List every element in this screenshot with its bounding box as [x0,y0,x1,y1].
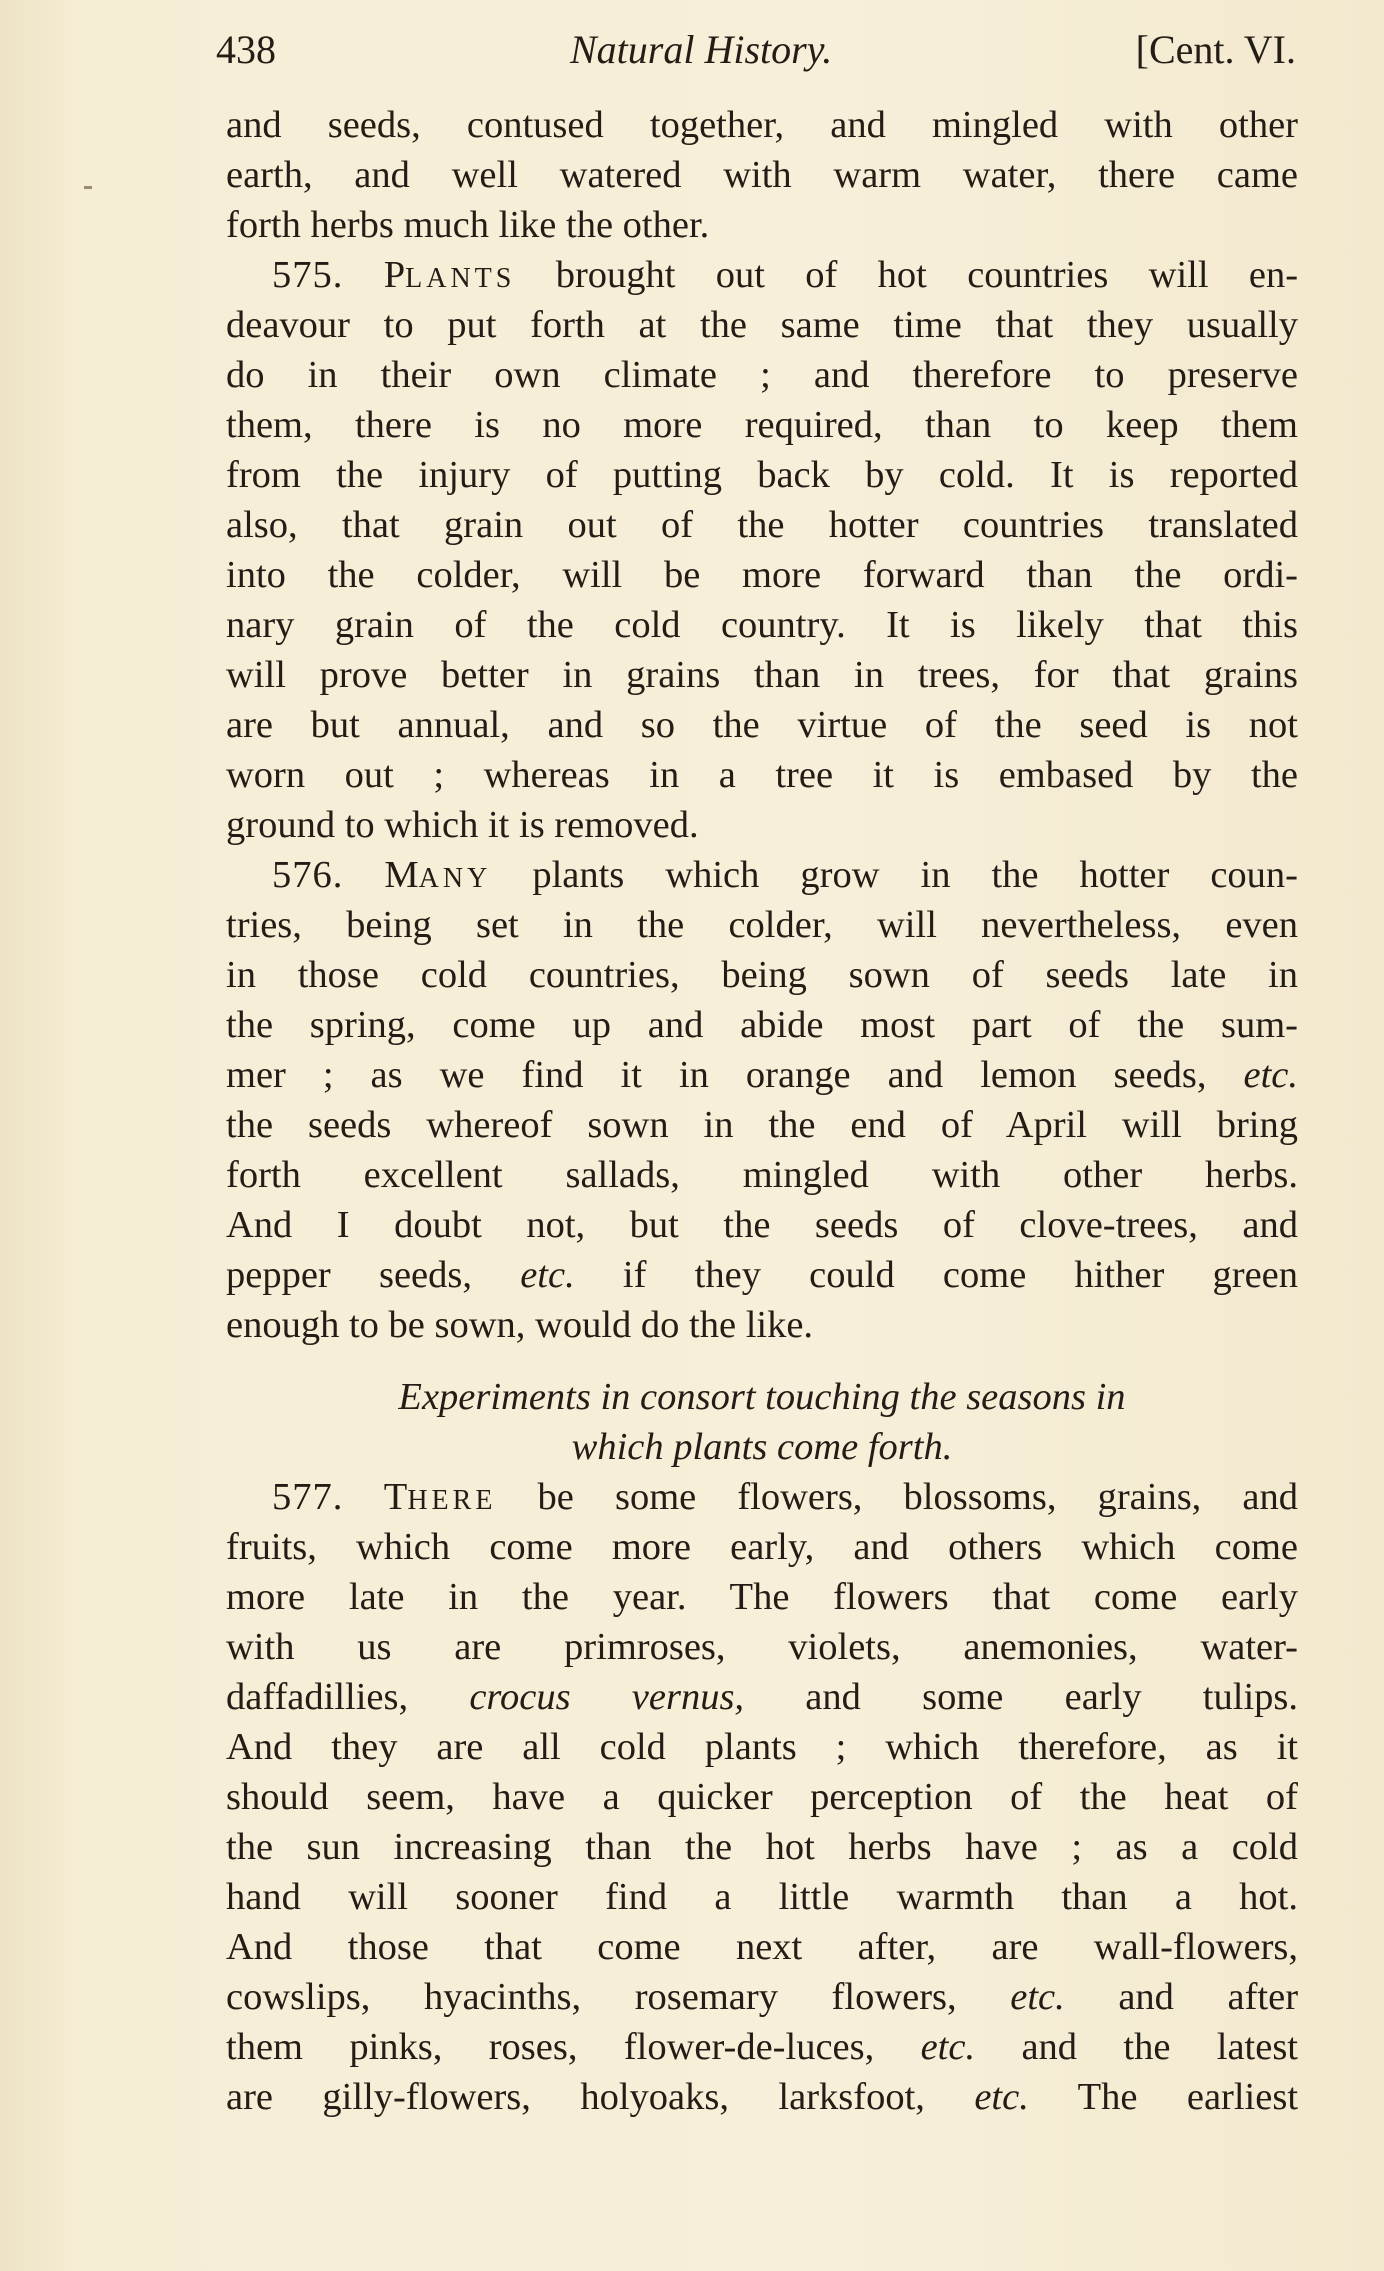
text-line: with us are primroses, violets, anemonies, water- [226,1626,1298,1668]
text-segment: daffadillies, [226,1676,409,1718]
italic-etc: etc. [920,2026,976,2068]
text-line: hand will sooner find a little warmth than a hot. [226,1876,1298,1918]
text-line: the spring, come up and abide most part of the sum- [226,1004,1298,1046]
text-line: worn out ; whereas in a tree it is embased by the [226,754,1298,796]
margin-mark [84,186,92,189]
text-segment: The earliest [1077,2076,1298,2118]
italic-etc: etc. [1243,1054,1298,1096]
text-segment: plants which grow in the hotter coun- [532,854,1298,896]
text-line: fruits, which come more early, and others which come [226,1526,1298,1568]
italic-etc: etc. [974,2076,1029,2118]
italic-etc: etc. [1010,1976,1065,2018]
text-line: into the colder, will be more forward than the ordi- [226,554,1298,596]
text-line: are but annual, and so the virtue of the seed is not [226,704,1298,746]
text-segment: are gilly-flowers, holyoaks, larksfoot, [226,2076,925,2118]
text-line: them, there is no more required, than to keep them [226,404,1298,446]
text-line [226,1050,1298,1100]
text-line [226,2072,1298,2122]
text-line [226,1972,1298,2022]
text-line: And those that come next after, are wall-flowers, [226,1926,1298,1968]
text-line: ground to which it is removed. [226,804,699,846]
text-line: from the injury of putting back by cold. It is reported [226,454,1298,496]
text-line [226,1672,1298,1722]
text-line: forth excellent sallads, mingled with other herbs. [226,1154,1298,1196]
section-heading-line-2: which plants come forth. [571,1426,953,1468]
paragraph-number: 576. [272,854,344,896]
drop-word-cap: M [384,854,419,896]
text-line: in those cold countries, being sown of seeds late in [226,954,1298,996]
text-line: the seeds whereof sown in the end of April will bring [226,1104,1298,1146]
page-body [226,100,1298,2122]
paragraph-575-first-line [226,250,1298,300]
text-line: more late in the year. The flowers that come early [226,1576,1298,1618]
running-title: Natural History. [570,27,833,72]
paragraph-576-first-line [226,850,1298,900]
text-line: nary grain of the cold country. It is likely that this [226,604,1298,646]
text-line: the sun increasing than the hot herbs have ; as a cold [226,1826,1298,1868]
text-segment: and after [1118,1976,1298,2018]
page-number: 438 [216,27,276,72]
italic-etc: etc. [520,1254,575,1296]
text-line: And they are all cold plants ; which therefore, as it [226,1726,1298,1768]
text-line: deavour to put forth at the same time that they usually [226,304,1298,346]
italic-term: crocus vernus, [469,1676,745,1718]
text-segment: cowslips, hyacinths, rosemary flowers, [226,1976,957,2018]
text-line [226,2022,1298,2072]
text-line: earth, and well watered with warm water, there came [226,154,1298,196]
section-heading-line-1: Experiments in consort touching the seasons in [398,1376,1126,1418]
text-line: enough to be sown, would do the like. [226,1304,814,1346]
paragraph-number: 577. [272,1476,344,1518]
text-segment: them pinks, roses, flower-de-luces, [226,2026,875,2068]
paragraph-number: 575. [272,254,344,296]
text-segment: mer ; as we find it in orange and lemon seeds, [226,1054,1207,1096]
text-line: tries, being set in the colder, will nevertheless, even [226,904,1298,946]
small-caps-word: ANY [418,863,492,894]
text-segment: and the latest [1021,2026,1298,2068]
running-header [216,26,1296,86]
text-segment: be some flowers, blossoms, grains, and [537,1476,1298,1518]
drop-word-cap: T [383,1476,408,1518]
text-line: forth herbs much like the other. [226,204,710,246]
paragraph-577-first-line [226,1472,1298,1522]
drop-word-cap: P [383,254,406,296]
text-segment: pepper seeds, [226,1254,472,1296]
text-line: do in their own climate ; and therefore to preserve [226,354,1298,396]
text-line: will prove better in grains than in trees, for that grains [226,654,1298,696]
text-line: and seeds, contused together, and mingled with other [226,104,1298,146]
section-label: [Cent. VI. [1135,27,1296,72]
text-segment: brought out of hot countries will en- [555,254,1298,296]
text-line [226,1250,1298,1300]
text-line: should seem, have a quicker perception of the heat of [226,1776,1298,1818]
text-line: And I doubt not, but the seeds of clove-trees, and [226,1204,1298,1246]
text-line: also, that grain out of the hotter countries translated [226,504,1298,546]
section-gap [226,1350,1298,1372]
small-caps-word: HERE [407,1485,497,1516]
text-segment: and some early tulips. [805,1676,1298,1718]
text-segment: if they could come hither green [622,1254,1298,1296]
small-caps-word: LANTS [405,263,516,294]
